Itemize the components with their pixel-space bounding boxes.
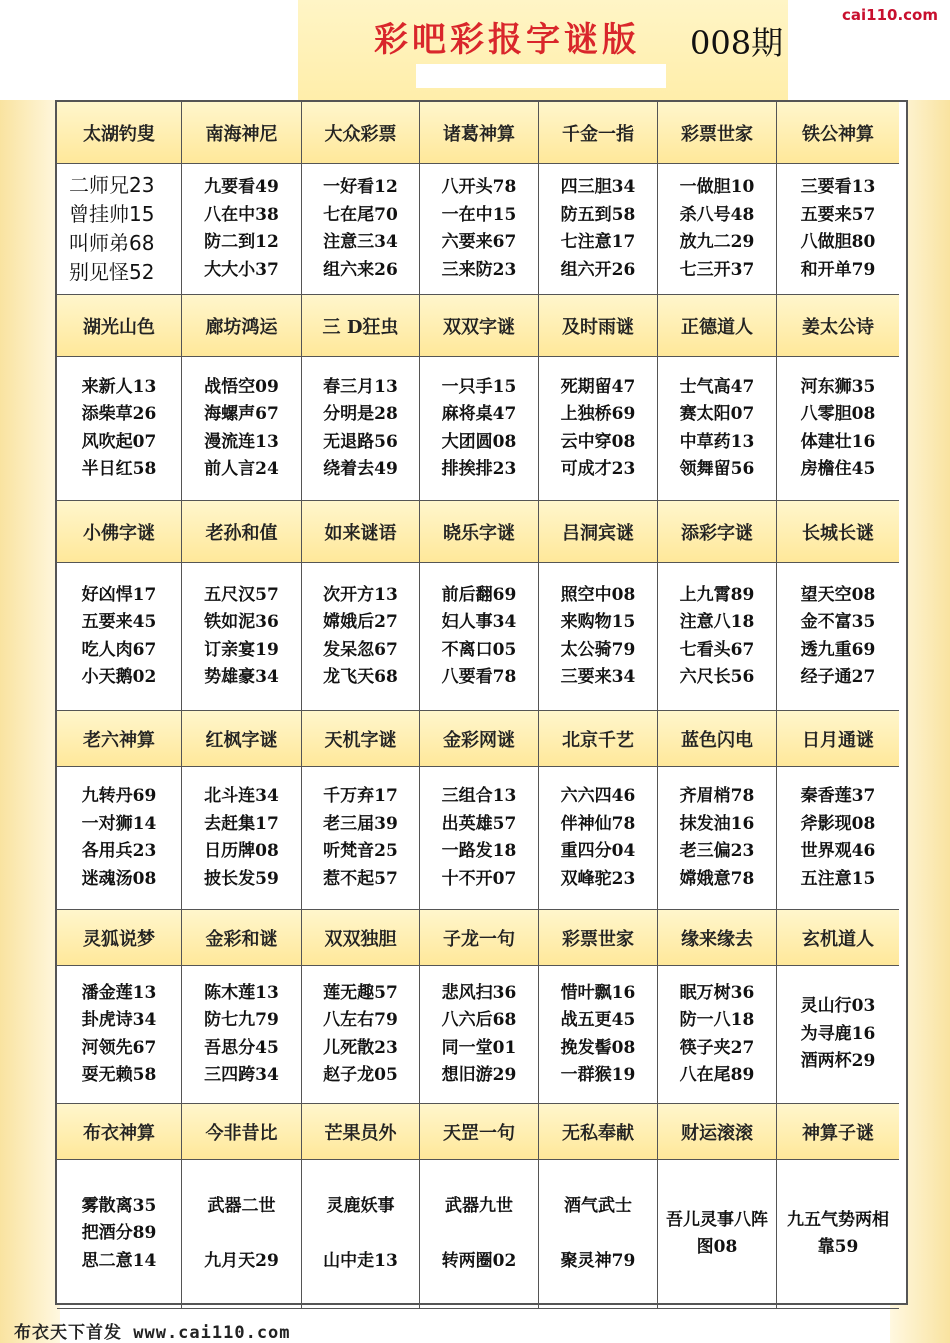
- column-header: 太湖钓叟: [57, 102, 182, 164]
- riddle-line: 杀八号48: [679, 204, 755, 225]
- riddle-line: 发呆忽67: [323, 639, 398, 660]
- riddle-line: 斧影现08: [800, 813, 876, 834]
- riddle-line: 山中走13: [323, 1250, 398, 1271]
- riddle-cell: [539, 357, 658, 501]
- riddle-line: 士气高47: [679, 376, 755, 397]
- riddle-line: 八左右79: [323, 1010, 398, 1030]
- column-header: 财运滚滚: [658, 1104, 777, 1160]
- column-header: 天机字谜: [302, 711, 420, 767]
- riddle-line: 陈木莲13: [204, 982, 279, 1003]
- riddle-line: 防二到12: [204, 232, 279, 252]
- title-banner: [298, 0, 788, 100]
- riddle-line: 五注意15: [800, 868, 876, 889]
- riddle-line: 二师兄23: [69, 173, 155, 197]
- riddle-cell: [57, 1160, 182, 1309]
- riddle-line: 赛太阳07: [679, 404, 755, 424]
- column-header: 老六神算: [57, 711, 182, 767]
- riddle-line: 来新人13: [81, 376, 157, 397]
- column-header: 小佛字谜: [57, 501, 182, 563]
- column-header: 布衣神算: [57, 1104, 182, 1160]
- riddle-cell: [302, 966, 420, 1104]
- riddle-line: 莲无趣57: [323, 982, 398, 1003]
- column-header: 红枫字谜: [182, 711, 302, 767]
- riddle-line: 三要来34: [560, 667, 636, 687]
- riddle-line: 八在中38: [204, 204, 279, 225]
- page-title: 彩吧彩报字谜版: [374, 20, 640, 60]
- riddle-line: 一对狮14: [81, 813, 157, 834]
- riddle-line: 海螺声67: [204, 404, 279, 424]
- riddle-cell: [658, 1160, 777, 1309]
- riddle-line: 曾挂帅15: [69, 202, 155, 226]
- riddle-line: 抹发油16: [679, 813, 755, 834]
- riddle-line: 体建壮16: [800, 431, 876, 452]
- issue-number: 008期: [690, 24, 784, 62]
- riddle-line: 无退路56: [323, 431, 398, 452]
- riddle-line: 武器九世: [445, 1196, 513, 1216]
- riddle-cell: [539, 767, 658, 910]
- riddle-line: 死期留47: [560, 376, 636, 397]
- riddle-cell: [539, 1160, 658, 1309]
- riddle-line: 小天鹅02: [81, 667, 157, 687]
- riddle-line: 三四跨34: [204, 1065, 279, 1085]
- riddle-line: 北斗连34: [204, 786, 279, 806]
- column-header: 双双字谜: [420, 295, 539, 357]
- riddle-line: 金不富35: [800, 612, 876, 632]
- riddle-cell: [539, 164, 658, 295]
- column-header: 诸葛神算: [420, 102, 539, 164]
- riddle-cell: [57, 357, 182, 501]
- column-header: 晓乐字谜: [420, 501, 539, 563]
- column-header: 正德道人: [658, 295, 777, 357]
- riddle-cell: [777, 1160, 899, 1309]
- riddle-line: 嫦娥后27: [323, 612, 398, 632]
- riddle-line: 防七九79: [204, 1010, 279, 1030]
- riddle-line: 八要看78: [441, 667, 517, 687]
- riddle-line: 双峰驼23: [560, 868, 636, 889]
- riddle-cell: [302, 767, 420, 910]
- riddle-cell: [57, 164, 182, 295]
- riddle-line: 雾散离35: [81, 1195, 157, 1216]
- riddle-line: 组六来26: [323, 259, 398, 280]
- riddle-line: 酒两杯29: [800, 1051, 876, 1072]
- riddle-line: 八做胆80: [800, 232, 876, 252]
- riddle-line: 九五气势两相靠59: [787, 1209, 889, 1257]
- riddle-line: 世界观46: [800, 841, 876, 861]
- riddle-line: 八零胆08: [800, 404, 876, 424]
- column-header: 子龙一句: [420, 910, 539, 966]
- riddle-line: 订亲宴19: [204, 639, 279, 660]
- riddle-line: 太公骑79: [560, 639, 636, 660]
- column-header: 双双独胆: [302, 910, 420, 966]
- riddle-cell: [420, 767, 539, 910]
- riddle-line: 重四分04: [560, 841, 636, 861]
- riddle-line: 七在尾70: [323, 204, 398, 225]
- riddle-cell: [420, 357, 539, 501]
- riddle-line: 筷子夹27: [679, 1037, 755, 1058]
- riddle-line: 好凶悍17: [81, 584, 157, 605]
- riddle-line: 七看头67: [679, 639, 755, 660]
- riddle-line: 出英雄57: [441, 813, 517, 834]
- riddle-line: 六六四46: [560, 786, 636, 806]
- riddle-line: 挽发髻08: [560, 1037, 636, 1058]
- column-header: 神算子谜: [777, 1104, 899, 1160]
- column-header: 芒果员外: [302, 1104, 420, 1160]
- riddle-line: 一路发18: [441, 841, 517, 861]
- column-header: 彩票世家: [658, 102, 777, 164]
- riddle-line: 透九重69: [800, 639, 876, 660]
- riddle-line: 一好看12: [323, 177, 398, 197]
- riddle-line: 赵子龙05: [323, 1065, 398, 1085]
- riddle-cell: [777, 966, 899, 1104]
- riddle-line: 漫流连13: [204, 431, 279, 452]
- riddle-line: 组六开26: [560, 259, 636, 280]
- column-header: 金彩网谜: [420, 711, 539, 767]
- column-header: 湖光山色: [57, 295, 182, 357]
- column-header: 长城长谜: [777, 501, 899, 563]
- riddle-line: 儿死散23: [323, 1037, 398, 1058]
- riddle-line: 一做胆10: [679, 177, 755, 197]
- column-header: 北京千艺: [539, 711, 658, 767]
- riddle-line: 房檐住45: [800, 459, 876, 479]
- riddle-cell: [302, 164, 420, 295]
- riddle-line: 妇人事34: [441, 612, 517, 632]
- riddle-line: 三组合13: [441, 786, 517, 806]
- riddle-line: 灵鹿妖事: [326, 1196, 395, 1216]
- column-header: 玄机道人: [777, 910, 899, 966]
- left-decor-strip: [0, 100, 60, 1343]
- riddle-cell: [658, 164, 777, 295]
- column-header: 及时雨谜: [539, 295, 658, 357]
- riddle-line: 迷魂汤08: [81, 868, 157, 889]
- riddle-cell: [182, 966, 302, 1104]
- column-header: 吕洞宾谜: [539, 501, 658, 563]
- riddle-line: 同一堂01: [441, 1037, 517, 1058]
- riddle-line: 千万弃17: [323, 786, 398, 806]
- riddle-line: 十不开07: [441, 868, 517, 889]
- footer-text: 布衣天下首发 www.cai110.com: [14, 1323, 291, 1343]
- riddle-line: 去赶集17: [204, 813, 279, 834]
- riddle-line: 中草药13: [679, 431, 755, 452]
- riddle-line: 来购物15: [560, 612, 636, 632]
- riddle-line: 酒气武士: [564, 1196, 632, 1216]
- riddle-cell: [658, 563, 777, 711]
- riddle-line: 思二意14: [81, 1250, 157, 1271]
- riddle-line: 五要来57: [800, 204, 876, 225]
- riddle-line: 卦虎诗34: [81, 1010, 157, 1030]
- riddle-line: 日历牌08: [204, 841, 279, 861]
- riddle-line: 一只手15: [441, 376, 517, 397]
- riddle-line: 望天空08: [800, 584, 876, 605]
- riddle-line: 次开方13: [323, 584, 398, 605]
- riddle-line: 惜叶飘16: [560, 982, 636, 1003]
- column-header: 蓝色闪电: [658, 711, 777, 767]
- riddle-line: 吾思分45: [204, 1037, 279, 1058]
- riddle-line: 势雄豪34: [204, 667, 279, 687]
- riddle-line: 照空中08: [560, 584, 636, 605]
- riddle-cell: [420, 1160, 539, 1309]
- riddle-cell: [302, 563, 420, 711]
- riddle-line: 老三届39: [323, 813, 398, 834]
- riddle-line: 老三偏23: [679, 841, 755, 861]
- riddle-line: 防一八18: [679, 1010, 755, 1030]
- riddle-line: 铁如泥36: [204, 612, 279, 632]
- column-header: 姜太公诗: [777, 295, 899, 357]
- riddle-line: 半日红58: [81, 459, 157, 479]
- riddle-line: 武器二世: [207, 1196, 276, 1216]
- riddle-line: 八开头78: [441, 177, 517, 197]
- riddle-line: 七三开37: [679, 259, 755, 280]
- riddle-line: 九月天29: [204, 1250, 279, 1271]
- riddle-cell: [539, 966, 658, 1104]
- riddle-cell: [57, 767, 182, 910]
- riddle-cell: [57, 563, 182, 711]
- column-header: 如来谜语: [302, 501, 420, 563]
- column-header: 南海神尼: [182, 102, 302, 164]
- riddle-cell: [182, 164, 302, 295]
- column-header: 天罡一句: [420, 1104, 539, 1160]
- column-header: 千金一指: [539, 102, 658, 164]
- column-header: 彩票世家: [539, 910, 658, 966]
- riddle-line: 伴神仙78: [560, 813, 636, 834]
- column-header: 今非昔比: [182, 1104, 302, 1160]
- riddle-line: 分明是28: [323, 404, 398, 424]
- riddle-line: 大团圆08: [441, 431, 517, 452]
- riddle-cell: [182, 563, 302, 711]
- riddle-line: 不离口05: [441, 639, 517, 660]
- column-header: 日月通谜: [777, 711, 899, 767]
- riddle-line: 眠万树36: [679, 982, 755, 1003]
- riddle-cell: [420, 164, 539, 295]
- riddle-line: 九要看49: [204, 177, 279, 197]
- riddle-line: 一在中15: [441, 204, 517, 225]
- riddle-line: 潘金莲13: [81, 982, 157, 1003]
- column-header: 老孙和值: [182, 501, 302, 563]
- riddle-line: 八六后68: [441, 1010, 517, 1030]
- riddle-line: 六尺长56: [679, 667, 755, 687]
- riddle-line: 春三月13: [323, 376, 398, 397]
- riddle-line: 大大小37: [204, 259, 279, 280]
- riddle-line: 吾儿灵事八阵图08: [666, 1209, 768, 1257]
- riddle-line: 耍无赖58: [81, 1065, 157, 1085]
- column-header: 三 D狂虫: [302, 295, 420, 357]
- riddle-line: 前后翻69: [441, 584, 517, 605]
- riddle-cell: [777, 357, 899, 501]
- riddle-line: 齐眉梢78: [679, 786, 755, 806]
- riddle-line: 聚灵神79: [560, 1250, 636, 1271]
- riddle-line: 三来防23: [441, 259, 517, 280]
- riddle-line: 一群猴19: [560, 1065, 636, 1085]
- riddle-cell: [658, 357, 777, 501]
- riddle-line: 上九霄89: [679, 584, 755, 605]
- riddle-line: 听梵音25: [323, 841, 398, 861]
- riddle-line: 防五到58: [560, 204, 636, 225]
- riddle-line: 别见怪52: [69, 260, 155, 284]
- riddle-line: 注意三34: [323, 232, 398, 252]
- riddle-line: 九转丹69: [81, 786, 157, 806]
- riddle-cell: [302, 357, 420, 501]
- riddle-cell: [658, 966, 777, 1104]
- riddle-line: 上独桥69: [560, 404, 636, 424]
- riddle-line: 惹不起57: [323, 868, 398, 889]
- riddle-cell: [182, 357, 302, 501]
- column-header: 添彩字谜: [658, 501, 777, 563]
- column-header: 铁公神算: [777, 102, 899, 164]
- riddle-line: 河东狮35: [800, 376, 876, 397]
- riddle-cell: [539, 563, 658, 711]
- riddle-line: 注意八18: [679, 612, 755, 632]
- riddle-cell: [302, 1160, 420, 1309]
- column-header: 廊坊鸿运: [182, 295, 302, 357]
- riddle-cell: [182, 1160, 302, 1309]
- riddle-line: 风吹起07: [81, 431, 157, 452]
- riddle-cell: [57, 966, 182, 1104]
- riddle-line: 悲风扫36: [441, 982, 517, 1003]
- riddle-cell: [777, 563, 899, 711]
- riddle-line: 四三胆34: [560, 177, 636, 197]
- riddle-line: 把酒分89: [81, 1223, 157, 1244]
- riddle-line: 披长发59: [204, 868, 279, 889]
- riddle-line: 战五更45: [560, 1010, 636, 1030]
- riddle-line: 可成才23: [560, 459, 636, 479]
- riddle-line: 排挨排23: [441, 459, 517, 479]
- riddle-line: 云中穿08: [560, 431, 636, 452]
- riddle-line: 六要来67: [441, 232, 517, 252]
- riddle-line: 前人言24: [204, 459, 279, 479]
- riddle-cell: [658, 767, 777, 910]
- column-header: 无私奉献: [539, 1104, 658, 1160]
- column-header: 大众彩票: [302, 102, 420, 164]
- riddle-line: 战悟空09: [204, 376, 279, 397]
- riddle-line: 灵山行03: [800, 996, 876, 1017]
- riddle-line: 绕着去49: [323, 459, 398, 479]
- riddle-line: 七注意17: [560, 232, 636, 252]
- riddle-line: 转两圈02: [441, 1250, 517, 1271]
- riddle-cell: [182, 767, 302, 910]
- column-header: 金彩和谜: [182, 910, 302, 966]
- site-label[interactable]: cai110.com: [842, 6, 938, 24]
- riddle-line: 领舞留56: [679, 459, 755, 479]
- riddle-line: 想旧游29: [441, 1065, 517, 1085]
- riddle-line: 叫师弟68: [69, 231, 155, 255]
- riddle-line: 各用兵23: [81, 841, 157, 861]
- riddle-line: 三要看13: [800, 177, 876, 197]
- riddle-line: 龙飞天68: [323, 667, 398, 687]
- riddle-line: 秦香莲37: [800, 786, 876, 806]
- riddle-cell: [420, 563, 539, 711]
- riddle-line: 为寻鹿16: [800, 1023, 876, 1044]
- riddle-line: 五要来45: [81, 612, 157, 632]
- riddle-line: 放九二29: [679, 232, 755, 252]
- riddle-line: 吃人肉67: [81, 639, 157, 660]
- riddle-cell: [777, 767, 899, 910]
- riddle-line: 和开单79: [800, 259, 876, 280]
- riddle-cell: [420, 966, 539, 1104]
- column-header: 灵狐说梦: [57, 910, 182, 966]
- riddle-line: 八在尾89: [679, 1065, 755, 1085]
- riddle-line: 经子通27: [800, 667, 876, 687]
- riddle-line: 嫦娥意78: [679, 868, 755, 889]
- riddle-grid: [55, 100, 908, 1305]
- riddle-line: 麻将桌47: [441, 404, 517, 424]
- riddle-line: 添柴草26: [81, 404, 157, 424]
- riddle-cell: [777, 164, 899, 295]
- title-blank-box: [416, 64, 666, 88]
- column-header: 缘来缘去: [658, 910, 777, 966]
- riddle-line: 五尺汉57: [204, 584, 279, 605]
- riddle-line: 河领先67: [81, 1037, 157, 1058]
